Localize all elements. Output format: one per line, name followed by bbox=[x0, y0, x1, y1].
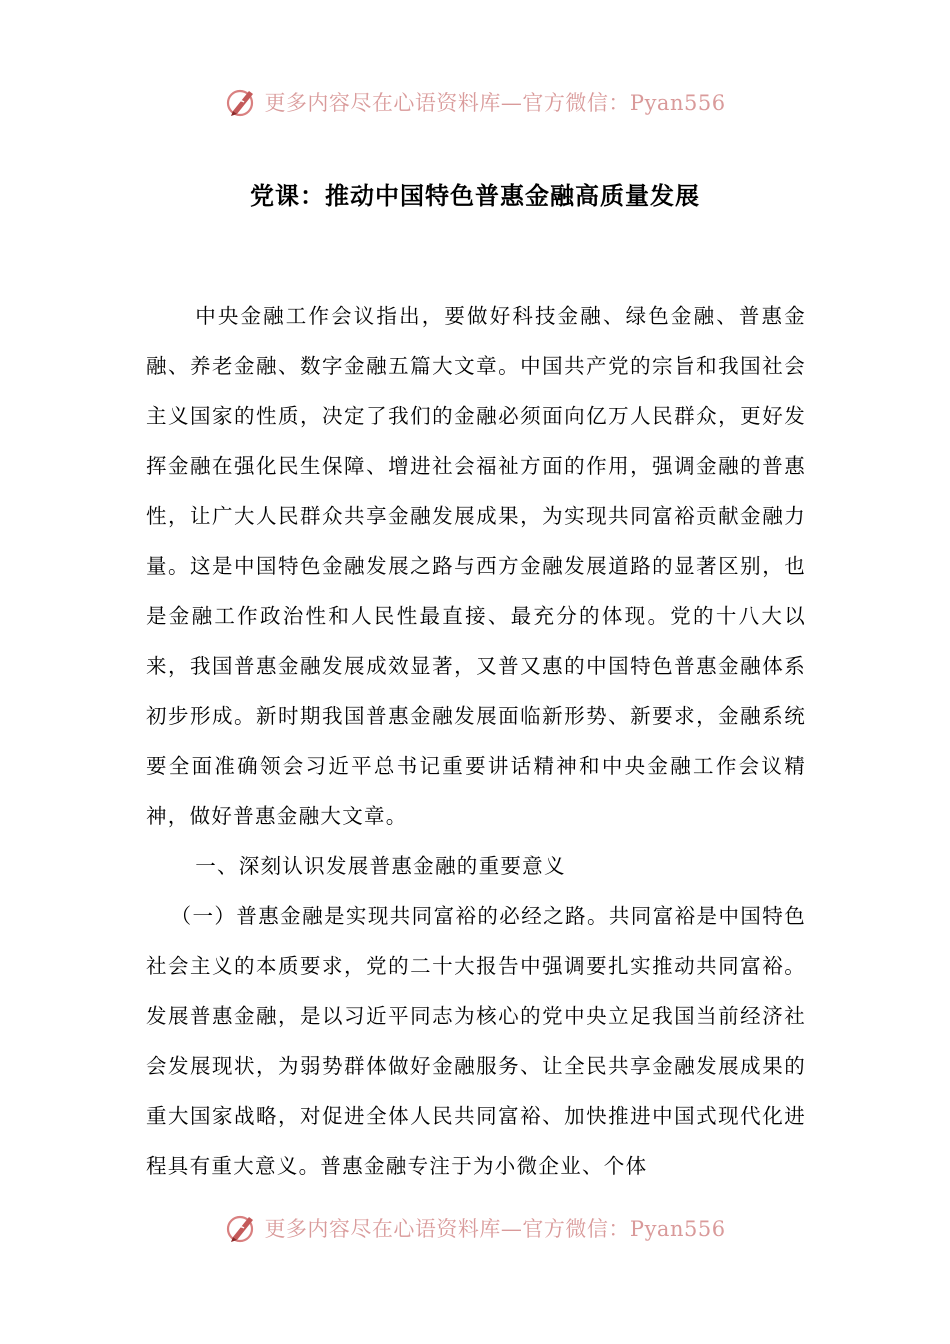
watermark-text: 更多内容尽在心语资料库—官方微信：Pyan556 bbox=[264, 1217, 726, 1241]
watermark-banner-bottom bbox=[0, 1208, 950, 1248]
pen-logo-icon bbox=[224, 85, 258, 119]
document-body bbox=[146, 291, 806, 1191]
paragraph: 中央金融工作会议指出，要做好科技金融、绿色金融、普惠金融、养老金融、数字金融五篇大文章。中国共产党的宗旨和我国社会主义国家的性质，决定了我们的金融必须面向亿万人民群众，更好发挥金融在强化民生保障、增进社会福祉方面的作用，强调金融的普惠性，让广大人民群众共享金融发展成果，为实现共同富裕贡献金融力量。这是中国特色金融发展之路与西方金融发展道路的显著区别，也是金融工作政治性和人民性最直接、最充分的体现。党的十八大以来，我国普惠金融发展成效显著，又普又惠的中国特色普惠金融体系初步形成。新时期我国普惠金融发展面临新形势、新要求，金融系统要全面准确领会习近平总书记重要讲话精神和中央金融工作会议精神，做好普惠金融大文章。 bbox=[146, 304, 806, 828]
watermark-text: 更多内容尽在心语资料库—官方微信：Pyan556 bbox=[264, 91, 726, 115]
document-title: 党课：推动中国特色普惠金融高质量发展 bbox=[250, 182, 700, 210]
paragraph: （一）普惠金融是实现共同富裕的必经之路。共同富裕是中国特色社会主义的本质要求，党的二十大报告中强调要扎实推动共同富裕。发展普惠金融，是以习近平同志为核心的党中央立足我国当前经济社会发展现状，为弱势群体做好金融服务、让全民共享金融发展成果的重大国家战略，对促进全体人民共同富裕、加快推进中国式现代化进程具有重大意义。普惠金融专注于为小微企业、个体 bbox=[146, 904, 806, 1178]
section-heading: 一、深刻认识发展普惠金融的重要意义 bbox=[195, 854, 566, 878]
pen-logo-icon bbox=[224, 1211, 258, 1245]
watermark-banner-top bbox=[0, 82, 950, 122]
